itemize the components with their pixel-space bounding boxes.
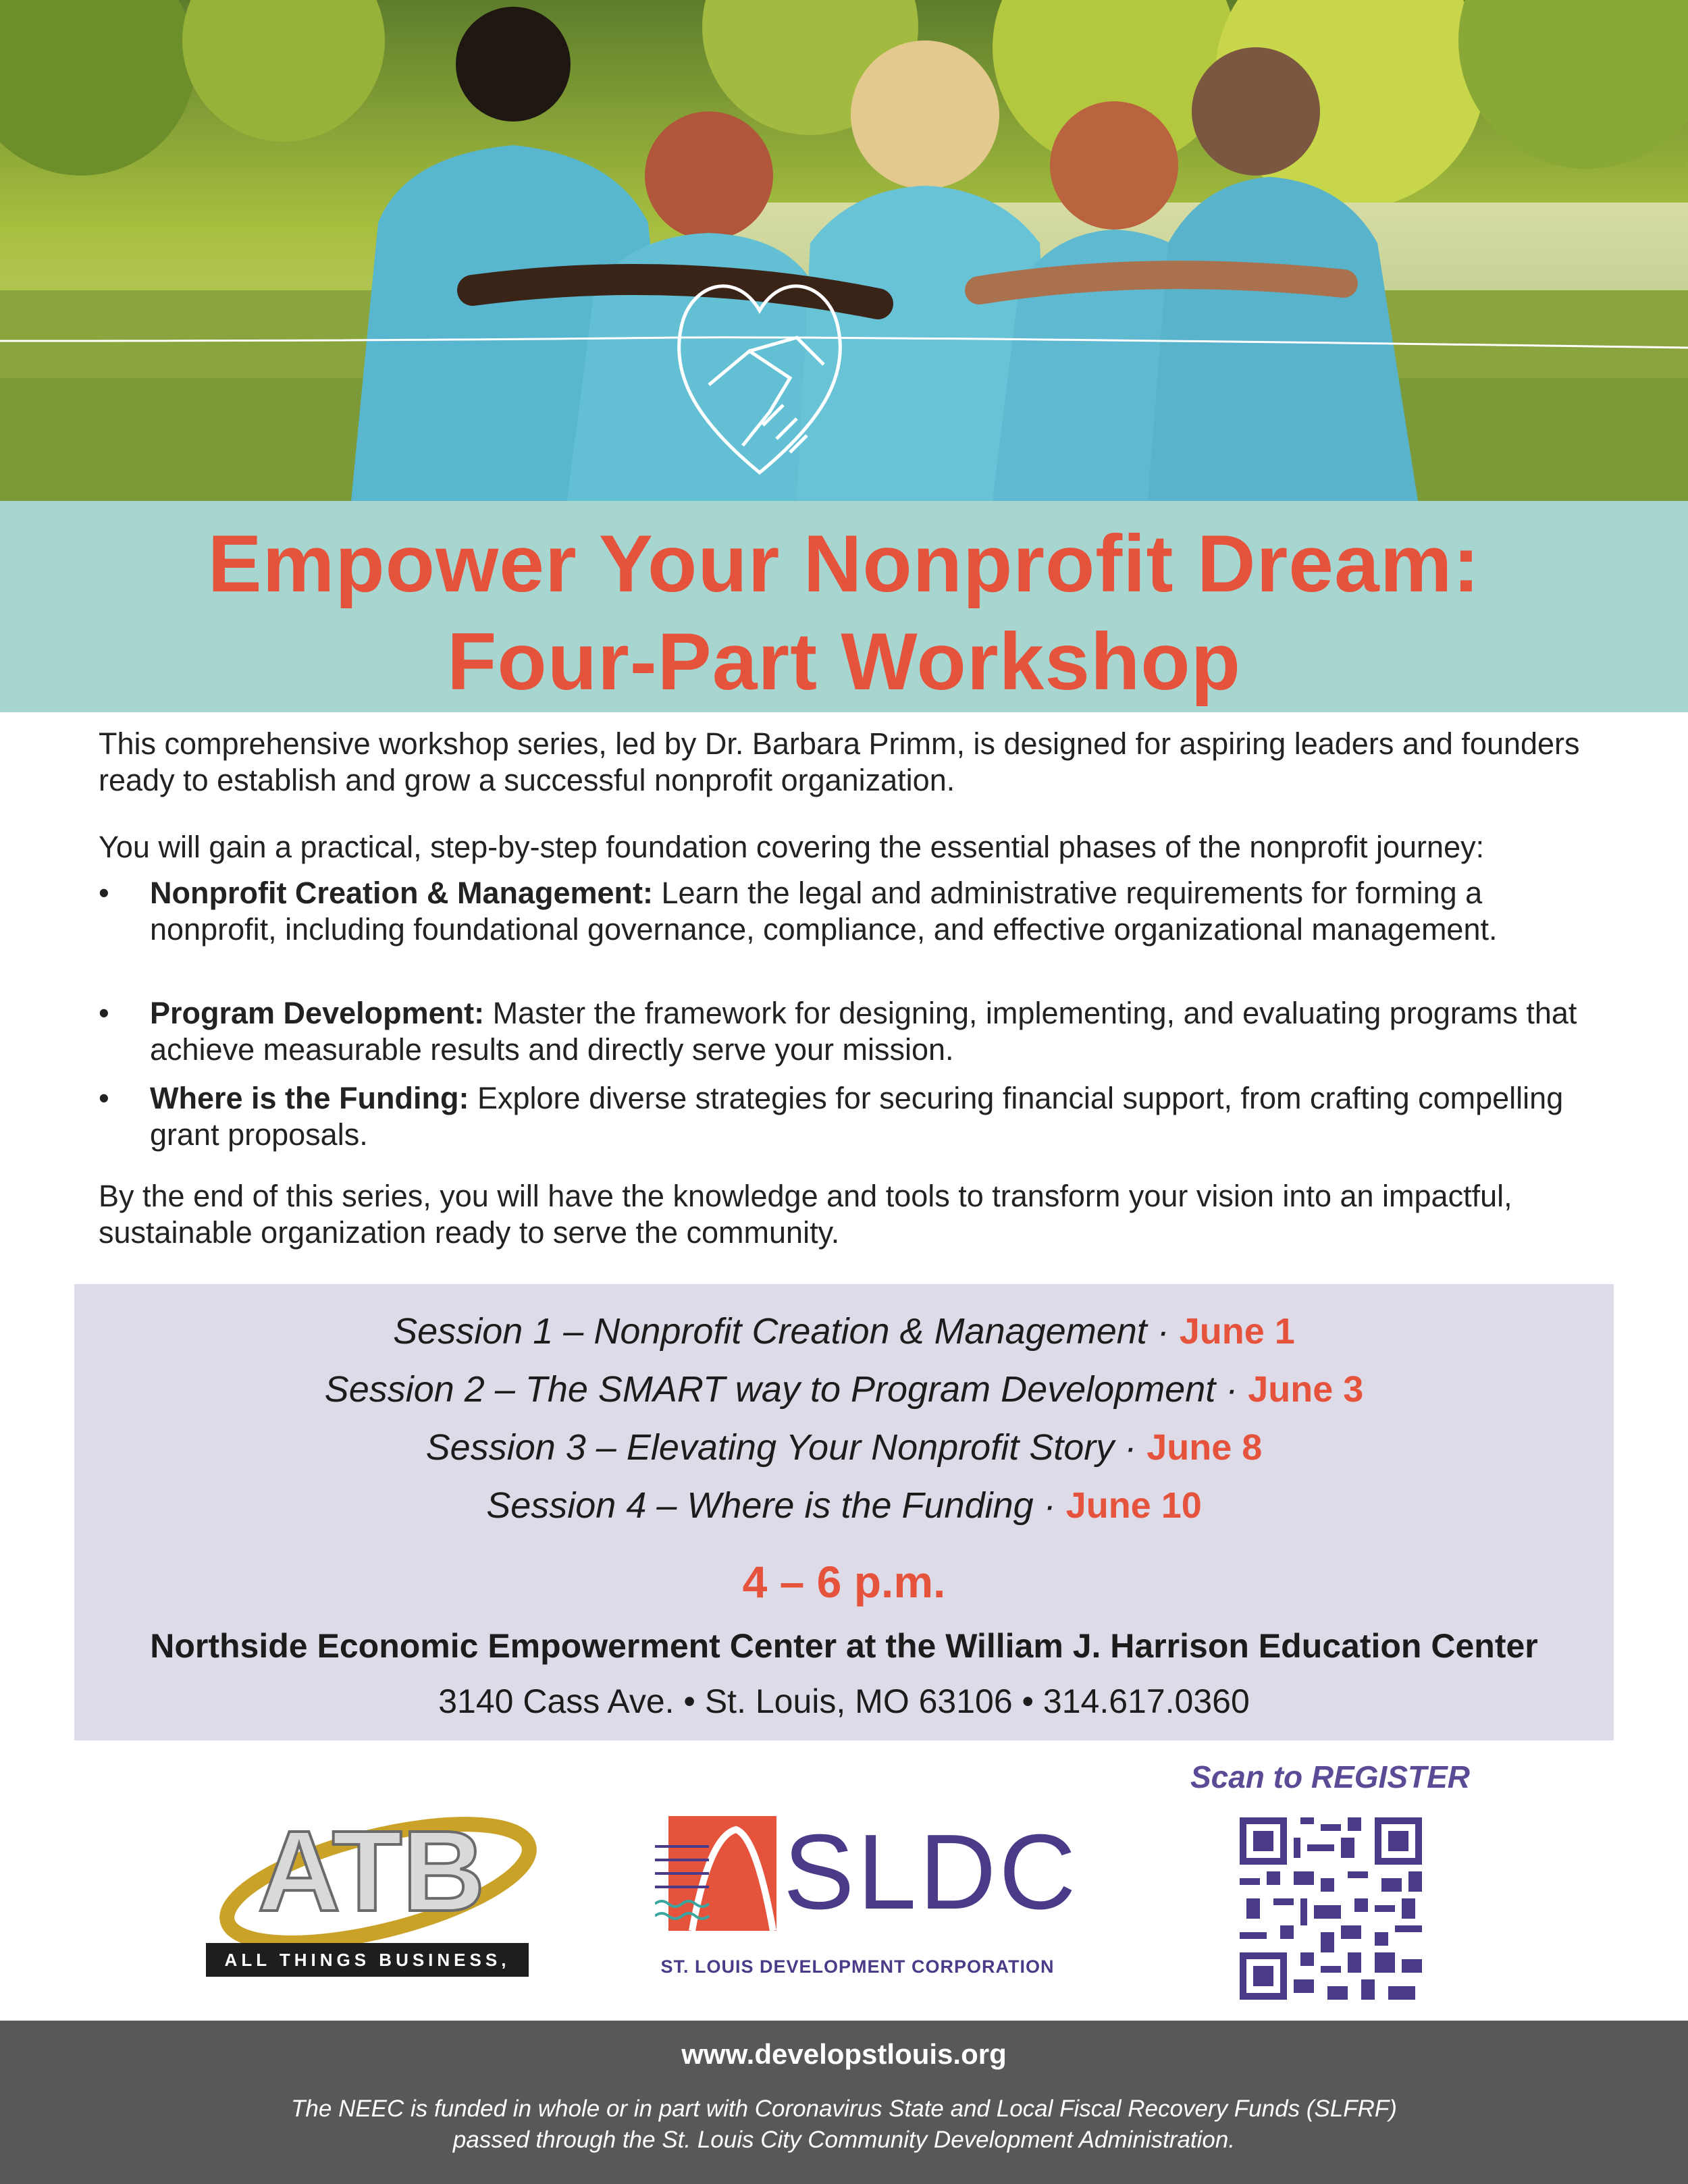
venue-name: Northside Economic Empowerment Center at the William J. Harrison Education Center (150, 1627, 1538, 1665)
bullet-heading: Nonprofit Creation & Management: (150, 876, 654, 910)
session-date: June 8 (1146, 1427, 1263, 1468)
title-line-2: Four-Part Workshop (447, 616, 1241, 707)
bullet-dot: • (99, 876, 109, 910)
website-link[interactable]: www.developstlouis.org (681, 2038, 1007, 2070)
session-line (74, 1482, 1614, 1529)
venue-address: 3140 Cass Ave. • St. Louis, MO 63106 • 314.617.0360 (438, 1682, 1250, 1720)
session-label: Session 2 – The SMART way to Program Development (324, 1369, 1216, 1410)
funding-note-line-1: The NEEC is funded in whole or in part with Coronavirus State and Local Fiscal Recovery Funds (SLFRF) (291, 2096, 1397, 2122)
bullet-dot: • (99, 996, 109, 1030)
session-label: Session 4 – Where is the Funding (486, 1485, 1044, 1526)
session-date: June 10 (1065, 1485, 1202, 1526)
title-line-1: Empower Your Nonprofit Dream: (207, 518, 1481, 609)
lead-in-paragraph: You will gain a practical, step-by-step foundation covering the essential phases of the nonprofit journey: (99, 830, 1485, 864)
session-separator: · (1215, 1369, 1248, 1410)
intro-paragraph: This comprehensive workshop series, led by Dr. Barbara Primm, is designed for aspiring leaders and founders ready to establish and grow a successful nonprofit organization. (99, 726, 1580, 797)
bullet-dot: • (99, 1081, 109, 1115)
register-label: Scan to REGISTER (1190, 1759, 1471, 1794)
session-time: 4 – 6 p.m. (742, 1557, 946, 1607)
sldc-caption: ST. LOUIS DEVELOPMENT CORPORATION (660, 1956, 1055, 1977)
session-label: Session 3 – Elevating Your Nonprofit Story (425, 1427, 1115, 1468)
session-separator: · (1114, 1427, 1147, 1468)
sldc-wordmark: SLDC (783, 1813, 1079, 1932)
session-line (74, 1308, 1614, 1355)
hero-photo (0, 0, 1688, 501)
session-date: June 1 (1179, 1311, 1295, 1352)
session-line (74, 1366, 1614, 1413)
closing-paragraph: By the end of this series, you will have the knowledge and tools to transform your vision into an impactful, sustainable organization ready to serve the community. (99, 1179, 1512, 1250)
bullet-heading: Where is the Funding: (150, 1081, 469, 1115)
session-date: June 3 (1248, 1369, 1364, 1410)
qr-code-icon[interactable] (1240, 1817, 1422, 2000)
bullet-text: Master the framework for designing, implementing, and evaluating programs that achieve measurable results and directly serve your mission. (150, 996, 1577, 1067)
session-separator: · (1043, 1485, 1066, 1526)
bullet-text: Explore diverse strategies for securing financial support, from crafting compelling grant proposals. (150, 1081, 1564, 1152)
session-separator: · (1146, 1311, 1180, 1352)
session-label: Session 1 – Nonprofit Creation & Management (393, 1311, 1147, 1352)
atb-letters: ATB (257, 1807, 485, 1936)
volunteers-group (351, 7, 1418, 501)
atb-caption: ALL THINGS BUSINESS, LLC. (224, 1950, 510, 2004)
bullet-heading: Program Development: (150, 996, 485, 1030)
bullet-text: Learn the legal and administrative requirements for forming a nonprofit, including foundational governance, compliance, and effective organizational management. (150, 876, 1498, 947)
session-line (74, 1424, 1614, 1471)
handshake-heart-icon (662, 250, 858, 501)
funding-note-line-2: passed through the St. Louis City Community Development Administration. (452, 2127, 1236, 2153)
